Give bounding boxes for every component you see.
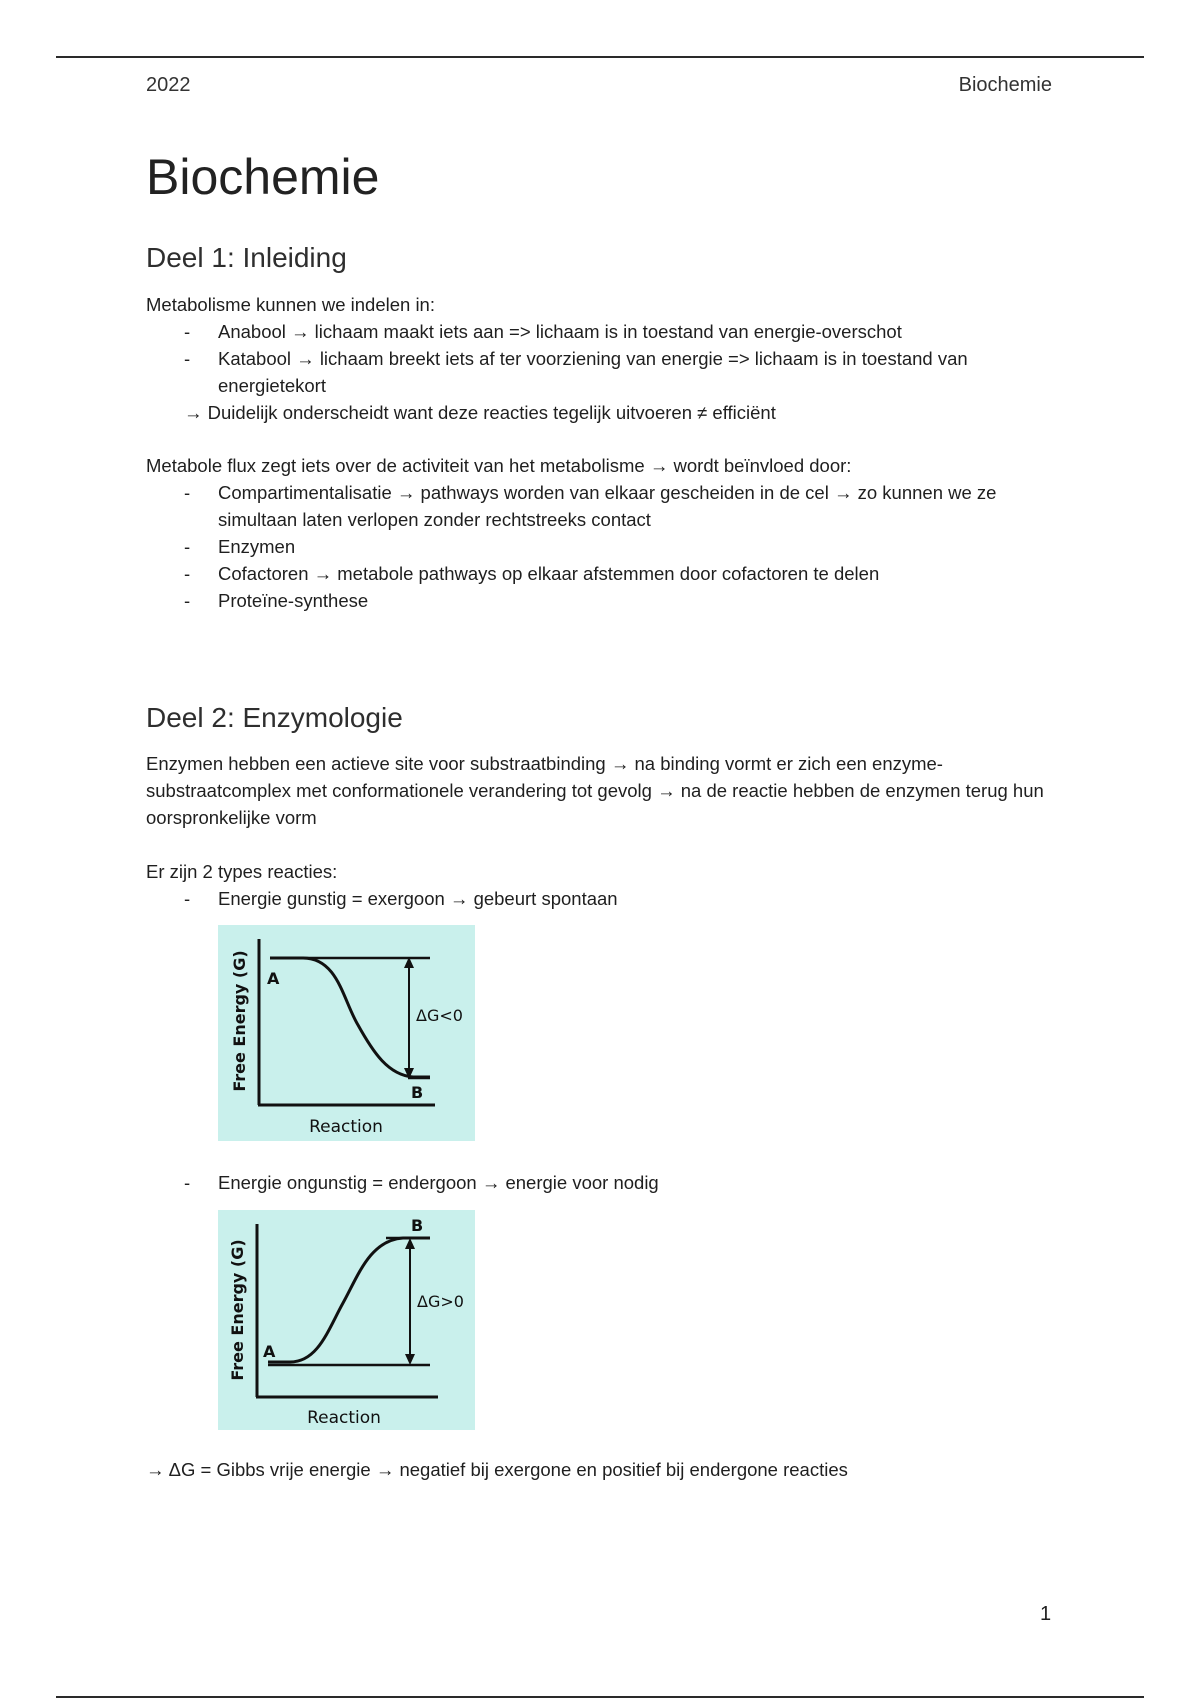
list-item: - Proteïne-synthese xyxy=(184,590,369,611)
section1-heading: Deel 1: Inleiding xyxy=(146,242,347,273)
list-item: - Anabool → lichaam maakt iets aan => lichaam is in toestand van energie-overschot xyxy=(184,321,902,342)
list-item-text: Energie gunstig = exergoon → gebeurt spontaan xyxy=(218,888,618,909)
exergonic-y-axis-label: Free Energy (G) xyxy=(230,950,249,1092)
reaction-type-list-2 xyxy=(146,1169,1066,1196)
exergonic-diagram xyxy=(218,925,475,1141)
exergonic-start-label: A xyxy=(267,969,280,988)
endergonic-figure xyxy=(218,1210,475,1430)
list-item-text: Compartimentalisatie → pathways worden van elkaar gescheiden in de cel → zo kunnen we ze simultaan laten verlopen zonder rechtstreeks contact xyxy=(218,482,997,530)
exergonic-delta-label: ΔG<0 xyxy=(416,1006,463,1025)
list-item-text: Enzymen xyxy=(218,536,296,557)
list-item: - Energie ongunstig = endergoon → energie voor nodig xyxy=(184,1172,659,1193)
page-number: 1 xyxy=(1040,1603,1052,1625)
section2-heading: Deel 2: Enzymologie xyxy=(146,702,403,733)
list-item-text: Anabool → lichaam maakt iets aan => lichaam is in toestand van energie-overschot xyxy=(218,321,902,342)
header-subject: Biochemie xyxy=(958,74,1052,96)
document-title: Biochemie xyxy=(146,149,380,205)
gibbs-note: → ΔG = Gibbs vrije energie → negatief bij exergone en positief bij endergone reacties xyxy=(146,1459,848,1480)
exergonic-figure xyxy=(218,925,475,1141)
endergonic-diagram xyxy=(218,1210,475,1430)
endergonic-start-label: A xyxy=(263,1342,276,1361)
footer-rule xyxy=(56,1696,1144,1698)
flux-intro: Metabole flux zegt iets over de activiteit van het metabolisme → wordt beïnvloed door: xyxy=(146,455,852,476)
list-item-text: Energie ongunstig = endergoon → energie voor nodig xyxy=(218,1172,659,1193)
section1-body xyxy=(146,291,1066,426)
list-item: - Katabool → lichaam breekt iets af ter voorziening van energie => lichaam is in toestand van energietekort xyxy=(184,348,968,396)
endergonic-y-axis-label: Free Energy (G) xyxy=(228,1239,247,1381)
enzyme-intro: Enzymen hebben een actieve site voor substraatbinding → na binding vormt er zich een enzyme-substraatcomplex met conformationele verandering tot gevolg → na de reactie hebben de enzymen terug hun oorspronkelijke vorm xyxy=(146,753,1044,828)
header-rule xyxy=(56,56,1144,58)
list-item-text: Cofactoren → metabole pathways op elkaar afstemmen door cofactoren te delen xyxy=(218,563,880,584)
list-item: - Compartimentalisatie → pathways worden van elkaar gescheiden in de cel → zo kunnen we ze simultaan laten verlopen zonder rechtstreeks contact xyxy=(184,482,997,530)
endergonic-item xyxy=(146,1169,1066,1196)
endergonic-end-label: B xyxy=(411,1216,424,1235)
exergonic-end-label: B xyxy=(411,1083,424,1102)
list-item-text: Katabool → lichaam breekt iets af ter voorziening van energie => lichaam is in toestand van energietekort xyxy=(218,348,968,396)
reaction-type-list xyxy=(146,885,1066,912)
reaction-types-intro: Er zijn 2 types reacties: xyxy=(146,861,338,882)
header-year: 2022 xyxy=(146,74,191,96)
exergonic-x-axis-label: Reaction xyxy=(309,1117,383,1137)
flux-body xyxy=(146,452,1066,614)
endergonic-x-axis-label: Reaction xyxy=(307,1408,381,1428)
flux-list xyxy=(146,479,1066,614)
reaction-types xyxy=(146,858,1066,912)
metabolism-intro: Metabolisme kunnen we indelen in: xyxy=(146,294,435,315)
metabolism-list xyxy=(146,318,1066,399)
list-item: - Cofactoren → metabole pathways op elkaar afstemmen door cofactoren te delen xyxy=(184,563,880,584)
list-item: - Enzymen xyxy=(184,536,296,557)
endergonic-delta-label: ΔG>0 xyxy=(417,1292,464,1311)
list-item-text: Proteïne-synthese xyxy=(218,590,369,611)
metabolism-note: → Duidelijk onderscheidt want deze reacties tegelijk uitvoeren ≠ efficiënt xyxy=(184,402,776,423)
list-item: - Energie gunstig = exergoon → gebeurt spontaan xyxy=(184,888,618,909)
